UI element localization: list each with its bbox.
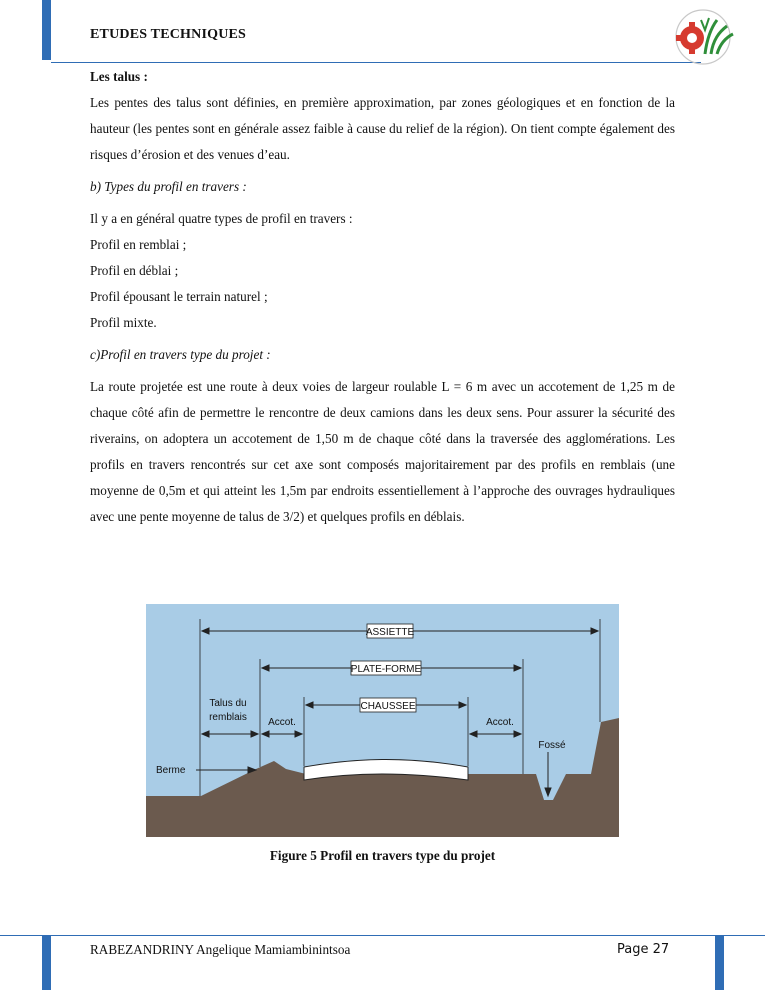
footer-left-bar xyxy=(42,935,51,990)
projet-paragraph: La route projetée est une route à deux voies de largeur roulable L = 6 m avec un accotement de 1,25 m de chaque côté afin de permettre le rencontre de deux camions dans les deux sens. Pour assurer la sécurité des riverains, on adoptera un accotement de 1,50 m de chaque côté dans la traversée des agglomérations. Les profils en travers rencontrés sur cet axe sont composés majoritairement par des profils en remblais (une moyenne de 0,5m et qui atteint les 1,5m par endroits essentiellement à l’approche des ouvrages hydrauliques avec une pente moyenne de talus de 3/2) et quelques profils en déblais. xyxy=(90,379,675,524)
types-intro: Il y a en général quatre types de profil en travers : xyxy=(90,211,353,226)
footer-author: RABEZANDRINY Angelique Mamiambinintsoa xyxy=(90,942,351,957)
institution-logo xyxy=(665,8,741,66)
label-accot-right: Accot. xyxy=(486,717,514,728)
label-berme: Berme xyxy=(156,765,186,776)
label-talus-line1: Talus du xyxy=(209,698,247,709)
projet-heading: c)Profil en travers type du projet : xyxy=(90,347,271,362)
header-title: ETUDES TECHNIQUES xyxy=(90,27,247,42)
main-content xyxy=(90,64,675,530)
types-heading: b) Types du profil en travers : xyxy=(90,179,247,194)
cross-section-figure xyxy=(146,604,619,837)
talus-paragraph: Les pentes des talus sont définies, en première approximation, par zones géologiques et en fonction de la hauteur (les pentes sont en générale assez faible à cause du relief de la région). On tient compte également des risques d’érosion et des venues d’eau. xyxy=(90,95,675,162)
talus-heading: Les talus : xyxy=(90,69,148,84)
types-list-item: Profil épousant le terrain naturel ; xyxy=(90,289,268,304)
label-accot-left: Accot. xyxy=(268,717,296,728)
label-chaussee: CHAUSSEE xyxy=(360,701,416,712)
types-list-item: Profil en déblai ; xyxy=(90,263,179,278)
label-assiette: ASSIETTE xyxy=(365,627,415,638)
figure-caption: Figure 5 Profil en travers type du projet xyxy=(269,848,496,863)
header-left-bar xyxy=(42,0,51,60)
types-list-item: Profil en remblai ; xyxy=(90,237,187,252)
types-list-item: Profil mixte. xyxy=(90,315,157,330)
footer-rule xyxy=(0,935,765,936)
footer-page-number: Page 27 xyxy=(617,942,670,957)
header-rule xyxy=(51,62,701,63)
label-fosse: Fossé xyxy=(538,740,566,751)
label-plateforme: PLATE-FORME xyxy=(350,664,422,675)
label-talus-line2: remblais xyxy=(209,712,247,723)
footer-right-bar xyxy=(715,935,724,990)
